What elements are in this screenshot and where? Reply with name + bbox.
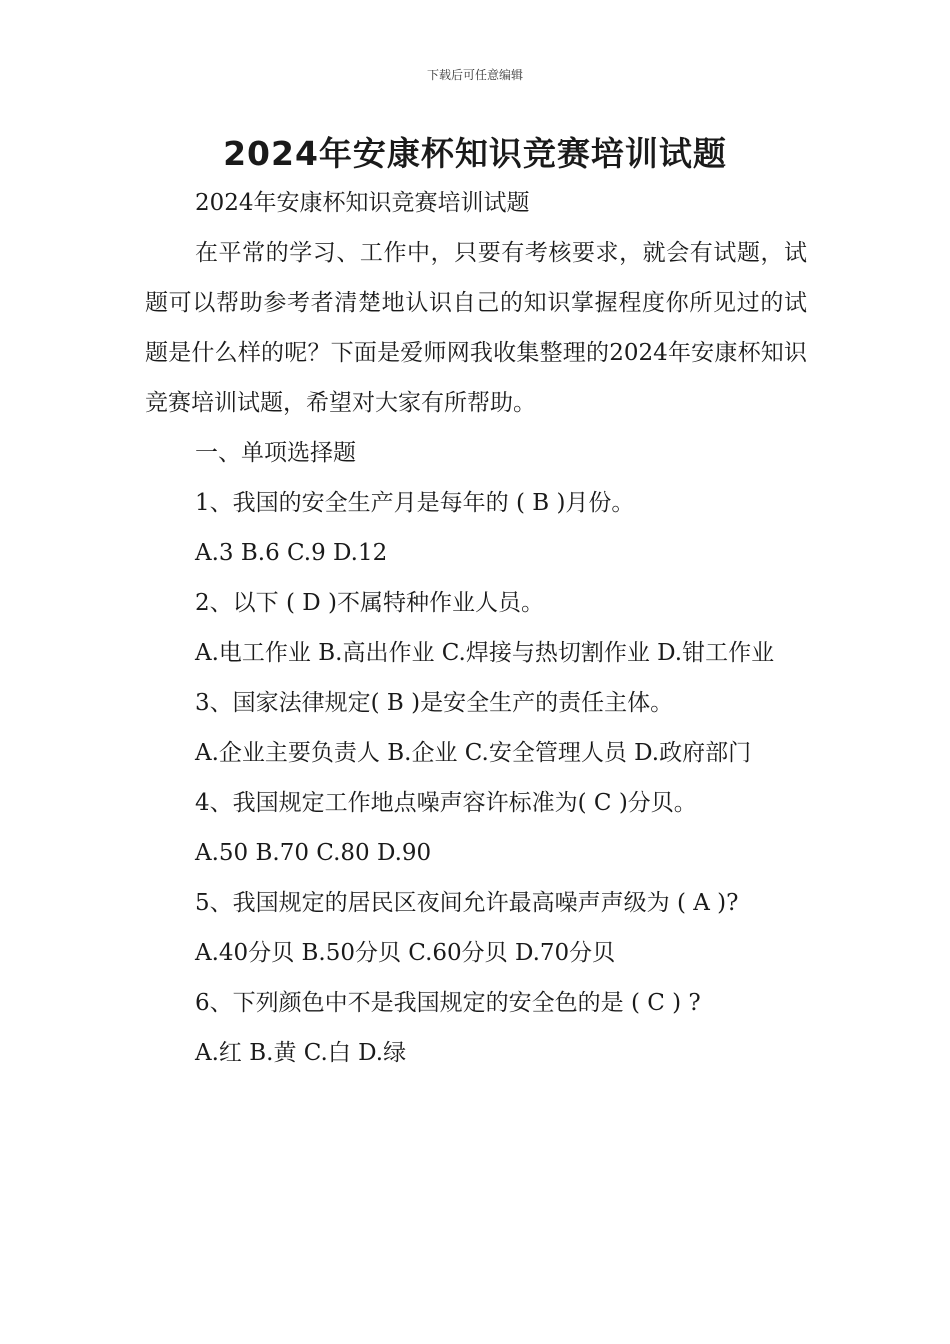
- document-body: [145, 178, 807, 1078]
- question-4: 4、我国规定工作地点噪声容许标准为( C )分贝。: [195, 790, 697, 816]
- question-6: 6、下列颜色中不是我国规定的安全色的是 ( C ) ?: [195, 990, 701, 1016]
- question-3-options: A.企业主要负责人 B.企业 C.安全管理人员 D.政府部门: [195, 740, 752, 766]
- question-6-options: A.红 B.黄 C.白 D.绿: [195, 1040, 407, 1066]
- question-5-options: A.40分贝 B.50分贝 C.60分贝 D.70分贝: [195, 940, 616, 966]
- question-1-options: A.3 B.6 C.9 D.12: [195, 540, 388, 566]
- question-3: 3、国家法律规定( B )是安全生产的责任主体。: [195, 690, 674, 716]
- subtitle-paragraph: 2024年安康杯知识竞赛培训试题: [195, 190, 530, 216]
- section-heading: 一、单项选择题: [195, 440, 356, 466]
- header-note: 下载后可任意编辑: [426, 68, 523, 82]
- question-2-options: A.电工作业 B.高出作业 C.焊接与热切割作业 D.钳工作业: [195, 640, 775, 666]
- intro-paragraph: 在平常的学习、工作中，只要有考核要求，就会有试题，试题可以帮助参考者清楚地认识自己的知识掌握程度你所见过的试题是什么样的呢？下面是爱师网我收集整理的2024年安康杯知识竞赛培训试题，希望对大家有所帮助。: [145, 240, 807, 416]
- question-4-options: A.50 B.70 C.80 D.90: [195, 840, 432, 866]
- question-1: 1、我国的安全生产月是每年的 ( B )月份。: [195, 490, 635, 516]
- document-title: 2024年安康杯知识竞赛培训试题: [223, 134, 727, 173]
- question-5: 5、我国规定的居民区夜间允许最高噪声声级为 ( A )?: [195, 890, 739, 916]
- question-2: 2、以下 ( D )不属特种作业人员。: [195, 590, 544, 616]
